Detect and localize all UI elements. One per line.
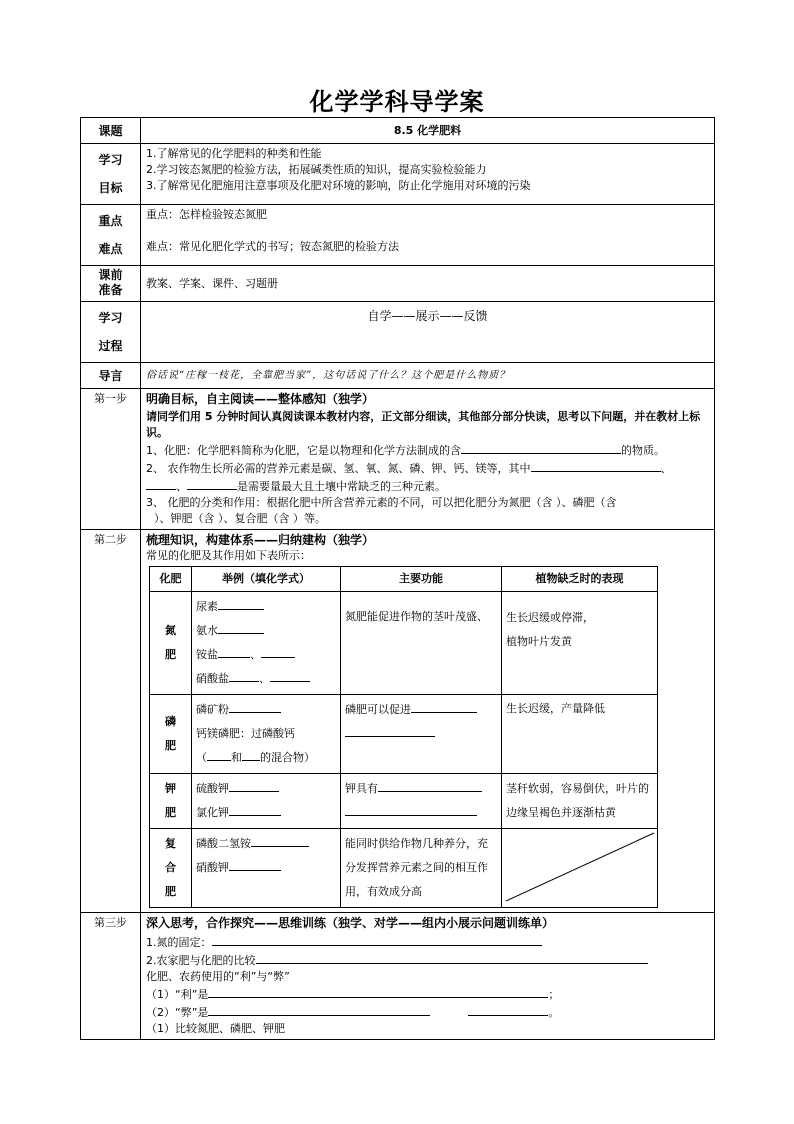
potassium-deficiency: 茎秆软弱，容易倒伏，叶片的边缘呈褐色并逐渐枯黄: [502, 774, 658, 829]
key-point-text: 重点：怎样检验铵态氮肥: [146, 208, 267, 221]
potassium-chloride-label: 氯化钾: [196, 806, 229, 819]
step3-l5-blank-2[interactable]: [468, 1003, 548, 1016]
nitrogen-def-1: 生长迟缓或停滞，: [506, 611, 594, 624]
ammonium-phosphate-blank[interactable]: [251, 834, 309, 847]
q2-sep: 、: [660, 462, 672, 475]
mixture-end: 的混合物）: [260, 751, 315, 764]
nitrogen-cat-1: 氮: [165, 624, 176, 637]
phosphorus-row: [150, 695, 658, 774]
process-value: 自学——展示——反馈: [141, 302, 715, 363]
ammonia-blank[interactable]: [218, 621, 264, 634]
potassium-category: [150, 774, 192, 829]
mixture: [196, 746, 336, 770]
phosphorus-category: [150, 695, 192, 774]
q2-sep-2: 、: [176, 480, 187, 493]
compound-deficiency-cell: [502, 829, 658, 908]
keypoints-content: [141, 205, 715, 266]
step3-line-5: [146, 1003, 709, 1021]
goals-label: [81, 144, 141, 205]
nitrate-label: 硝酸盐: [196, 672, 229, 685]
q2-blank-1[interactable]: [531, 459, 661, 472]
prep-label-1: 课前: [98, 268, 123, 282]
header-fertilizer: 化肥: [150, 567, 192, 592]
phosphorus-function: [341, 695, 502, 774]
step3-l2-blank[interactable]: [256, 951, 648, 964]
step3-l1-blank[interactable]: [212, 933, 542, 946]
nitrogen-function: 氮肥能促进作物的茎叶茂盛、: [341, 592, 502, 695]
q1-text-end: 的物质。: [621, 444, 665, 457]
step1-question-1: [146, 441, 709, 459]
phosphorus-examples: [192, 695, 341, 774]
goals-content: [141, 144, 715, 205]
q2-blank-3[interactable]: [187, 477, 237, 490]
goals-label-2: 目标: [98, 181, 123, 195]
step1-question-3-cont: ）、钾肥（含 ）、复合肥（含 ）等。: [154, 512, 326, 525]
phosphorus-cat-2: 肥: [165, 739, 176, 752]
topic-value: 8.5 化学肥料: [141, 118, 715, 144]
phosphorus-function-blank-1[interactable]: [411, 700, 477, 713]
nitrogen-ex-nitrate: [196, 667, 336, 691]
intro-label: 导言: [81, 363, 141, 389]
q2-text-end: 是需要量最大且土壤中常缺乏的三种元素。: [237, 480, 446, 493]
nitrogen-cat-2: 肥: [165, 648, 176, 661]
potassium-nitrate-blank[interactable]: [229, 858, 281, 871]
compound-row: [150, 829, 658, 908]
phosphorus-cat-1: 磷: [165, 715, 176, 728]
header-example: 举例（填化学式）: [192, 567, 341, 592]
prep-value: 教案、学案、课件、习题册: [141, 266, 715, 302]
ammonium-phosphate-label: 磷酸二氢铵: [196, 837, 251, 850]
header-deficiency: 植物缺乏时的表现: [502, 567, 658, 592]
step2-label: 第二步: [81, 530, 141, 913]
phosphorus-deficiency: 生长迟缓，产量降低: [502, 695, 658, 774]
intro-text: 俗话说“庄稼一枝花，全靠肥当家”，这句话说了什么？这个肥是什么物质？: [141, 363, 715, 389]
potassium-examples: [192, 774, 341, 829]
potassium-function-blank-2[interactable]: [345, 803, 477, 816]
step1-content: [141, 389, 715, 530]
compound-cat-1: 复: [165, 837, 176, 850]
step3-l5-end: 。: [548, 1006, 560, 1019]
step3-heading: 深入思考，合作探究——思维训练（独学、对学——组内小展示问题训练单）: [146, 916, 555, 930]
step2-subheading: 常见的化肥及其作用如下表所示：: [146, 549, 311, 562]
q1-text: 1、化肥：化学肥料简称为化肥，它是以物理和化学方法制成的含: [146, 444, 461, 457]
step3-line-1: [146, 933, 709, 951]
step3-line-6: （1）比较氮肥、磷肥、钾肥: [146, 1022, 285, 1035]
step2-heading: 梳理知识，构建体系——归纳建构（独学）: [146, 533, 375, 547]
nitrogen-ex-urea: [196, 595, 336, 619]
ammonia-label: 氨水: [196, 624, 218, 637]
step3-l4-text: （1）“利”是: [146, 988, 209, 1001]
paren: （: [196, 751, 207, 764]
ammonium-blank-2[interactable]: [261, 645, 295, 658]
nitrate-blank-1[interactable]: [229, 669, 259, 682]
potassium-chloride-blank[interactable]: [229, 803, 281, 816]
goals-row: [81, 144, 715, 205]
step1-question-2-cont: [146, 477, 709, 495]
compound-cat-2: 合: [165, 861, 176, 874]
potassium-sulfate-blank[interactable]: [229, 779, 279, 792]
process-label-1: 学习: [98, 311, 123, 325]
step3-content: [141, 913, 715, 1040]
nitrogen-row: [150, 592, 658, 695]
step1-label: 第一步: [81, 389, 141, 530]
phosphate-rock-blank[interactable]: [229, 700, 281, 713]
q1-blank[interactable]: [461, 441, 621, 454]
step1-question-3: 3、 化肥的分类和作用：根据化肥中所含营养元素的不同，可以把化肥分为氮肥（含 ）、磷肥（含: [146, 496, 617, 509]
keypoints-row: [81, 205, 715, 266]
potassium-cat-1: 钾: [165, 782, 176, 795]
potassium-cat-2: 肥: [165, 806, 176, 819]
phosphorus-function-text: 磷肥可以促进: [345, 703, 411, 716]
prep-row: [81, 266, 715, 302]
q2-blank-2[interactable]: [146, 477, 176, 490]
potassium-nitrate-label: 硝酸钾: [196, 861, 229, 874]
step1-question-2: [146, 459, 709, 477]
nitrogen-ex-ammonia: [196, 619, 336, 643]
intro-row: [81, 363, 715, 389]
goal-item: 1.了解常见的化学肥料的种类和性能: [146, 147, 322, 160]
urea-blank[interactable]: [218, 597, 264, 610]
ammonium-label: 铵盐: [196, 648, 218, 661]
sep: 、: [259, 672, 270, 685]
step3-l5-text: （2）“弊”是: [146, 1006, 209, 1019]
page-title: 化学学科导学案: [309, 87, 485, 116]
phosphate-rock: [196, 698, 336, 722]
compound-function: 能同时供给作物几种养分，充分发挥营养元素之间的相互作用，有效成分高: [341, 829, 502, 908]
goal-item: 2.学习铵态氮肥的检验方法，拓展碱类性质的知识，提高实验检验能力: [146, 163, 487, 176]
goal-item: 3.了解常见化肥施用注意事项及化肥对环境的影响，防止化学施用对环境的污染: [146, 179, 531, 192]
step3-l5-blank-1[interactable]: [208, 1003, 430, 1016]
compound-cat-3: 肥: [165, 885, 176, 898]
nitrate-blank-2[interactable]: [270, 669, 310, 682]
fertilizer-table: [149, 566, 658, 908]
prep-label: [81, 266, 141, 302]
potassium-function: [341, 774, 502, 829]
step3-l1-text: 1.氮的固定：: [146, 936, 212, 949]
q2-text: 2、 农作物生长所必需的营养元素是碳、氢、氧、氮、磷、钾、钙、镁等，其中: [146, 462, 531, 475]
calcium-phosphate: 钙镁磷肥：过磷酸钙: [196, 727, 295, 740]
step2-row: [81, 530, 715, 913]
step1-instruction: 请同学们用 5 分钟时间认真阅读课本教材内容，正文部分细读，其他部分部分快读，思考以下问题，并在教材上标识。: [146, 410, 701, 439]
goals-label-1: 学习: [98, 153, 123, 167]
diagonal-strike: [502, 829, 658, 905]
study-plan-table: [80, 117, 715, 1040]
compound-category: [150, 829, 192, 908]
step3-l4-end: ；: [548, 988, 560, 1001]
step1-heading: 明确目标，自主阅读——整体感知（独学）: [146, 392, 375, 406]
mixture-blank-1[interactable]: [207, 748, 231, 761]
potassium-function-text: 钾具有: [345, 782, 378, 795]
topic-label: 课题: [81, 118, 141, 144]
process-row: [81, 302, 715, 363]
prep-label-2: 准备: [98, 283, 123, 297]
step3-line-3: 化肥、农药使用的“利”与“弊”: [146, 970, 290, 983]
fertilizer-table-header: [150, 567, 658, 592]
step3-row: [81, 913, 715, 1040]
nitrogen-ex-ammonium: [196, 643, 336, 667]
compound-examples: [192, 829, 341, 908]
step3-l4-blank-2[interactable]: [430, 985, 548, 998]
difficult-point-text: 难点：常见化肥化学式的书写；铵态氮肥的检验方法: [146, 240, 399, 253]
nitrogen-def-2: 植物叶片发黄: [506, 635, 572, 648]
step3-line-4: [146, 985, 709, 1003]
step3-label: 第三步: [81, 913, 141, 1040]
step3-l2-text: 2.农家肥与化肥的比较: [146, 954, 256, 967]
step2-content: [141, 530, 715, 913]
sep: 、: [250, 648, 261, 661]
nitrogen-examples: [192, 592, 341, 695]
topic-row: [81, 118, 715, 144]
phosphate-rock-label: 磷矿粉: [196, 703, 229, 716]
keypoints-label: [81, 205, 141, 266]
header-function: 主要功能: [341, 567, 502, 592]
ammonium-blank-1[interactable]: [218, 645, 250, 658]
and-text: 和: [231, 751, 242, 764]
nitrogen-deficiency: [502, 592, 658, 695]
process-label: [81, 302, 141, 363]
process-label-2: 过程: [98, 339, 123, 353]
potassium-function-blank-1[interactable]: [378, 779, 482, 792]
nitrogen-category: [150, 592, 192, 695]
step3-line-2: [146, 951, 709, 969]
step3-l4-blank-1[interactable]: [208, 985, 430, 998]
step1-row: [81, 389, 715, 530]
keypoints-label-1: 重点: [98, 214, 123, 228]
phosphorus-function-blank-2[interactable]: [345, 724, 435, 737]
keypoints-label-2: 难点: [98, 242, 123, 256]
potassium-row: [150, 774, 658, 829]
urea-label: 尿素: [196, 600, 218, 613]
mixture-blank-2[interactable]: [242, 748, 260, 761]
potassium-sulfate-label: 硫酸钾: [196, 782, 229, 795]
